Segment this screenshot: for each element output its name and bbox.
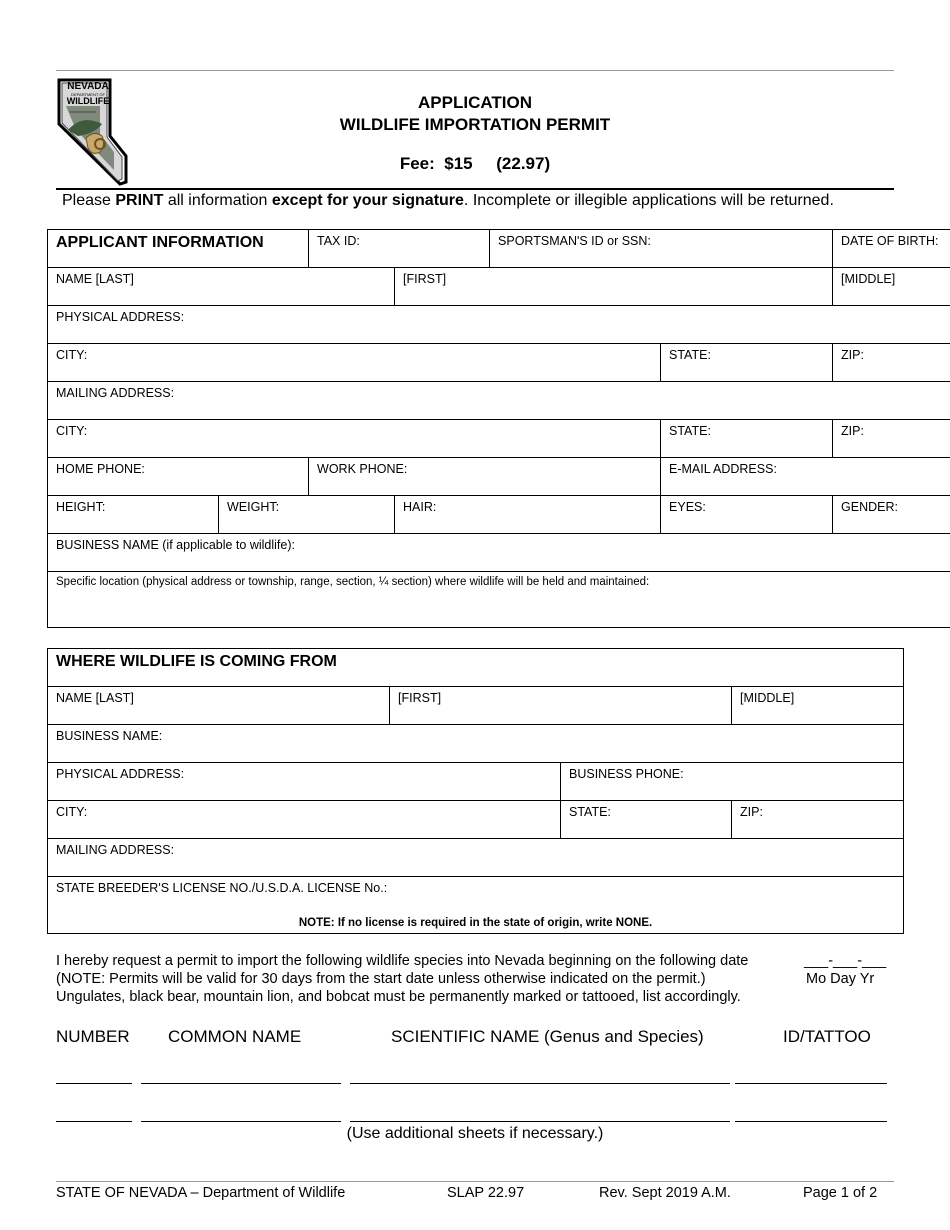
footer-page-number: Page 1 of 2	[803, 1185, 878, 1201]
applicant-state-field[interactable]: STATE:	[661, 344, 833, 382]
footer-form-code: SLAP 22.97	[447, 1185, 525, 1201]
title-application: APPLICATION	[418, 93, 532, 112]
applicant-info-table	[47, 229, 950, 628]
fee-label: Fee:	[399, 154, 435, 173]
applicant-name-last-field[interactable]: NAME [LAST]	[48, 268, 395, 306]
applicant-name-first-field[interactable]: [FIRST]	[395, 268, 833, 306]
instructions-text-1: Please	[62, 192, 116, 209]
home-phone-field[interactable]: HOME PHONE:	[48, 458, 309, 496]
source-business-phone-field[interactable]: BUSINESS PHONE:	[561, 763, 904, 801]
additional-sheets-note: (Use additional sheets if necessary.)	[346, 1125, 604, 1142]
source-mailing-address-field[interactable]: MAILING ADDRESS:	[48, 839, 904, 877]
top-rule	[56, 70, 894, 71]
applicant-mailing-zip-field[interactable]: ZIP:	[833, 420, 950, 458]
eyes-field[interactable]: EYES:	[661, 496, 833, 534]
applicant-mailing-address-field[interactable]: MAILING ADDRESS:	[48, 382, 950, 420]
fee-line	[0, 154, 950, 174]
col-common-name-header: COMMON NAME	[168, 1027, 302, 1046]
email-field[interactable]: E-MAIL ADDRESS:	[661, 458, 950, 496]
species-row-1-number[interactable]	[56, 1083, 132, 1084]
instructions	[62, 192, 834, 210]
tax-id-field[interactable]: TAX ID:	[309, 230, 490, 268]
species-row-2-id-tattoo[interactable]	[735, 1121, 887, 1122]
applicant-info-heading: APPLICANT INFORMATION	[56, 234, 264, 251]
applicant-mailing-state-field[interactable]: STATE:	[661, 420, 833, 458]
date-legend: Mo Day Yr	[806, 971, 875, 987]
sportsman-id-field[interactable]: SPORTSMAN'S ID or SSN:	[490, 230, 833, 268]
source-license-field[interactable]	[48, 877, 904, 934]
instructions-text-3: . Incomplete or illegible applications will be returned.	[463, 192, 834, 209]
species-row-1-common-name[interactable]	[141, 1083, 341, 1084]
col-id-tattoo-header: ID/TATTOO	[783, 1027, 871, 1046]
applicant-city-field[interactable]: CITY:	[48, 344, 661, 382]
request-line-3: Ungulates, black bear, mountain lion, and bobcat must be permanently marked or tattooed, list accordingly.	[56, 989, 741, 1005]
applicant-physical-address-field[interactable]: PHYSICAL ADDRESS:	[48, 306, 950, 344]
work-phone-field[interactable]: WORK PHONE:	[309, 458, 661, 496]
col-scientific-name-header: SCIENTIFIC NAME (Genus and Species)	[391, 1027, 704, 1046]
fee-amount: $15	[444, 154, 473, 173]
footer-agency: STATE OF NEVADA – Department of Wildlife	[56, 1185, 346, 1201]
applicant-zip-field[interactable]: ZIP:	[833, 344, 950, 382]
species-row-1-id-tattoo[interactable]	[735, 1083, 887, 1084]
applicant-business-name-field[interactable]: BUSINESS NAME (if applicable to wildlife):	[48, 534, 950, 572]
gender-field[interactable]: GENDER:	[833, 496, 950, 534]
logo-text-department: DEPARTMENT OF	[71, 92, 105, 97]
start-date-blank[interactable]: ___-___-___	[804, 953, 887, 969]
applicant-mailing-city-field[interactable]: CITY:	[48, 420, 661, 458]
source-name-last-field[interactable]: NAME [LAST]	[48, 687, 390, 725]
weight-field[interactable]: WEIGHT:	[219, 496, 395, 534]
species-row-2-number[interactable]	[56, 1121, 132, 1122]
species-row-2-common-name[interactable]	[141, 1121, 341, 1122]
instructions-text-2: all information	[163, 192, 272, 209]
source-heading-cell	[48, 649, 904, 687]
request-line-1: I hereby request a permit to import the following wildlife species into Nevada beginning on the following date	[56, 953, 749, 969]
source-business-name-field[interactable]: BUSINESS NAME:	[48, 725, 904, 763]
species-row-1-scientific-name[interactable]	[350, 1083, 730, 1084]
date-of-birth-field[interactable]: DATE OF BIRTH:	[833, 230, 950, 268]
instructions-rule	[56, 188, 894, 190]
source-info-table	[47, 648, 904, 934]
applicant-info-heading-cell	[48, 230, 309, 268]
instructions-print: PRINT	[115, 192, 164, 209]
col-number-header: NUMBER	[56, 1027, 130, 1046]
footer-revision: Rev. Sept 2019 A.M.	[599, 1185, 731, 1201]
fee-code: (22.97)	[496, 154, 551, 173]
source-license-note: NOTE: If no license is required in the state of origin, write NONE.	[298, 917, 653, 929]
source-name-first-field[interactable]: [FIRST]	[390, 687, 732, 725]
source-name-middle-field[interactable]: [MIDDLE]	[732, 687, 904, 725]
source-city-field[interactable]: CITY:	[48, 801, 561, 839]
logo-text-wildlife: WILDLIFE	[66, 96, 110, 106]
source-license-label: STATE BREEDER'S LICENSE NO./U.S.D.A. LICENSE No.:	[56, 881, 388, 895]
title-permit: WILDLIFE IMPORTATION PERMIT	[339, 115, 611, 134]
height-field[interactable]: HEIGHT:	[48, 496, 219, 534]
source-heading: WHERE WILDLIFE IS COMING FROM	[56, 653, 337, 670]
instructions-signature: except for your signature	[271, 192, 464, 209]
source-zip-field[interactable]: ZIP:	[732, 801, 904, 839]
species-row-2-scientific-name[interactable]	[350, 1121, 730, 1122]
specific-location-field[interactable]: Specific location (physical address or township, range, section, ¼ section) where wildlife will be held and maintained:	[48, 572, 950, 628]
footer-rule	[56, 1181, 894, 1182]
logo-text-nevada: NEVADA	[67, 81, 109, 92]
hair-field[interactable]: HAIR:	[395, 496, 661, 534]
applicant-name-middle-field[interactable]: [MIDDLE]	[833, 268, 950, 306]
request-line-2: (NOTE: Permits will be valid for 30 days from the start date unless otherwise indicated on the permit.)	[56, 971, 706, 987]
source-state-field[interactable]: STATE:	[561, 801, 732, 839]
source-physical-address-field[interactable]: PHYSICAL ADDRESS:	[48, 763, 561, 801]
